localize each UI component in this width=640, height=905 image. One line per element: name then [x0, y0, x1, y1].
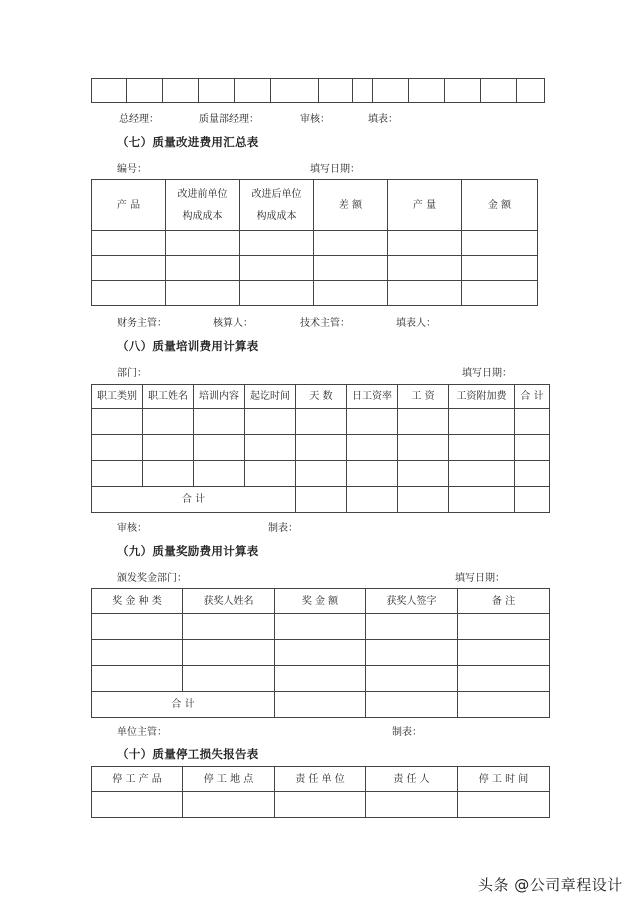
watermark: 头条 @公司章程设计	[478, 876, 623, 894]
table-header-row	[92, 589, 550, 614]
table-row	[92, 435, 550, 461]
sec8-title: （八）质量培训费用计算表	[117, 339, 259, 353]
table-row	[92, 231, 538, 256]
sec8-table	[91, 384, 550, 513]
header-cell: 备 注	[458, 589, 550, 614]
sec8-sign-maker: 制表：	[268, 523, 298, 534]
header-cell: 差 额	[314, 180, 388, 231]
table-row	[92, 614, 550, 640]
sec8-sign-review: 审核：	[117, 523, 147, 534]
header-cell: 改进前单位 构成成本	[166, 180, 240, 231]
header-cell: 责 任 人	[366, 767, 458, 792]
sec7-table	[91, 179, 538, 306]
table-row	[92, 256, 538, 281]
table-header-row	[92, 767, 550, 792]
header-cell: 合 计	[515, 385, 550, 409]
header-cell: 职工姓名	[143, 385, 194, 409]
sec9-sign-head: 单位主管：	[117, 727, 167, 738]
sec7-sign-accountant: 核算人：	[213, 318, 253, 329]
header-cell: 获奖人签字	[366, 589, 458, 614]
sec7-title: （七）质量改进费用汇总表	[117, 135, 259, 149]
header-cell: 产 品	[92, 180, 166, 231]
table-row	[92, 640, 550, 666]
total-row	[92, 487, 550, 513]
header-cell: 停 工 产 品	[92, 767, 183, 792]
sec6-sign-qm: 质量部经理：	[199, 114, 259, 125]
sec8-dept-label: 部门：	[117, 368, 147, 379]
sec9-date-label: 填写日期：	[455, 573, 505, 584]
sec10-table	[91, 766, 550, 818]
sec9-table	[91, 588, 550, 718]
header-cell: 产 量	[388, 180, 462, 231]
sec9-title: （九）质量奖励费用计算表	[117, 544, 259, 558]
header-cell: 停 工 地 点	[183, 767, 275, 792]
sec9-dept-label: 颁发奖金部门：	[117, 573, 187, 584]
table-row	[92, 792, 550, 818]
table-row	[92, 79, 545, 103]
sec6-sign-fill: 填表：	[368, 114, 398, 125]
header-cell: 金 额	[462, 180, 538, 231]
sec6-table	[91, 78, 545, 103]
header-cell: 奖 金 额	[275, 589, 366, 614]
header-cell: 责 任 单 位	[275, 767, 366, 792]
total-label: 合 计	[92, 692, 275, 718]
header-cell: 停 工 时 间	[458, 767, 550, 792]
header-cell: 工资附加费	[449, 385, 515, 409]
header-cell: 奖 金 种 类	[92, 589, 183, 614]
sec7-date-label: 填写日期：	[310, 164, 360, 175]
table-row	[92, 281, 538, 306]
table-row	[92, 409, 550, 435]
sec7-sign-filler: 填表人：	[396, 318, 436, 329]
sec6-sign-gm: 总经理：	[119, 114, 159, 125]
header-cell: 工 资	[398, 385, 449, 409]
sec9-sign-maker: 制表：	[392, 727, 422, 738]
header-cell: 改进后单位 构成成本	[240, 180, 314, 231]
sec7-sign-finance: 财务主管：	[117, 318, 167, 329]
table-header-row	[92, 385, 550, 409]
header-cell: 培训内容	[194, 385, 245, 409]
header-cell: 起讫时间	[245, 385, 296, 409]
sec8-date-label: 填写日期：	[462, 368, 512, 379]
sec6-sign-review: 审核：	[300, 114, 330, 125]
total-row	[92, 692, 550, 718]
header-cell: 职工类别	[92, 385, 143, 409]
sec7-sign-tech: 技术主管：	[300, 318, 350, 329]
sec10-title: （十）质量停工损失报告表	[117, 747, 259, 761]
sec7-code-label: 编号：	[117, 164, 147, 175]
total-label: 合 计	[92, 487, 296, 513]
table-row	[92, 461, 550, 487]
header-cell: 天 数	[296, 385, 347, 409]
table-header-row	[92, 180, 538, 231]
header-cell: 日工资率	[347, 385, 398, 409]
table-row	[92, 666, 550, 692]
header-cell: 获奖人姓名	[183, 589, 275, 614]
